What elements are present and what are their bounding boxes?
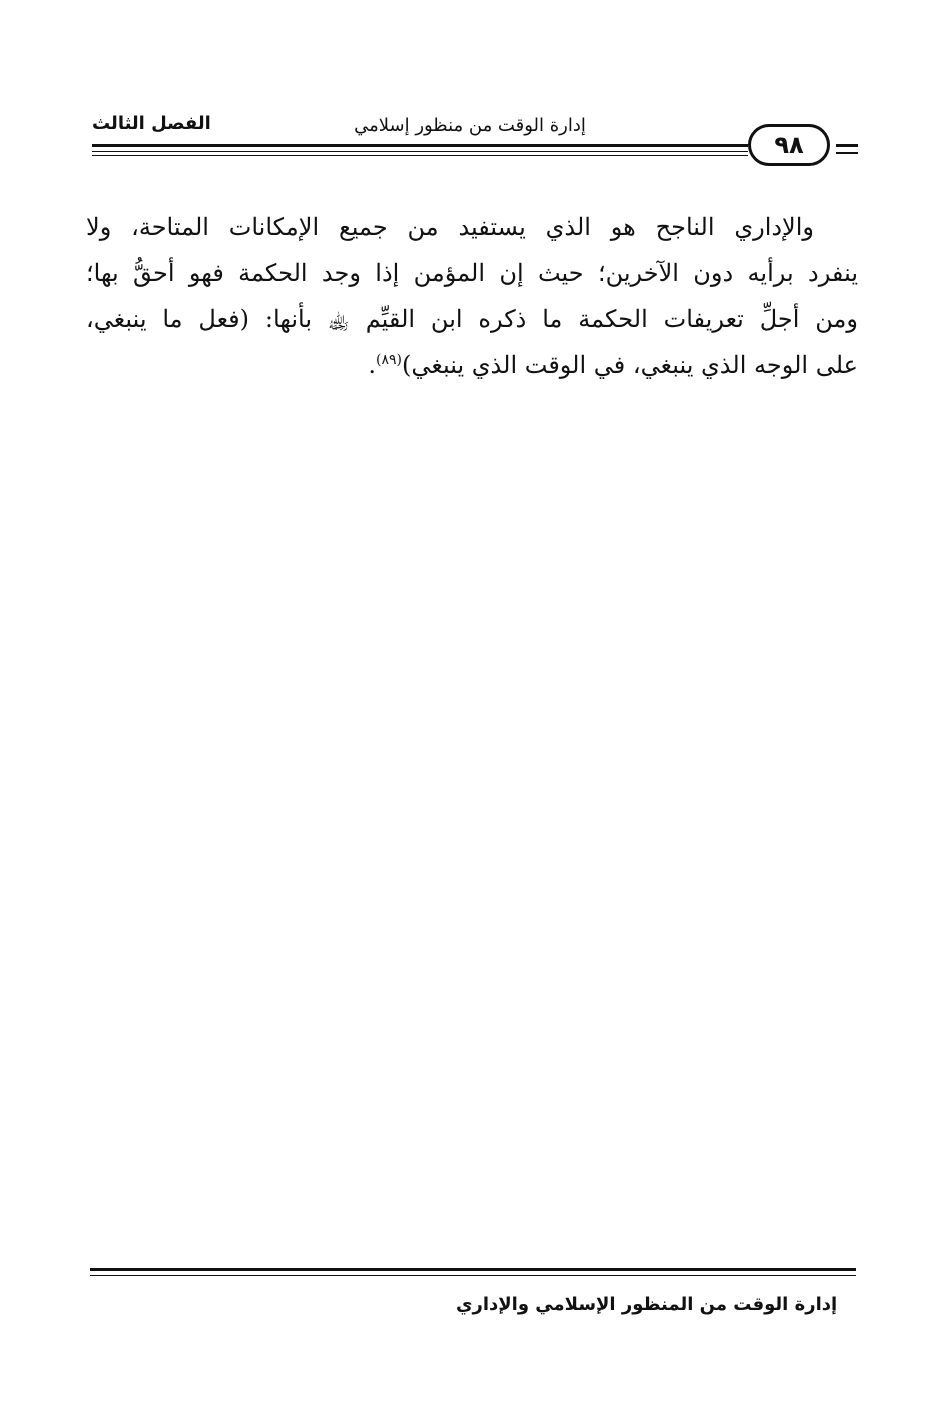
header-dash-2 [836,152,858,154]
page-number: ٩٨ [748,124,830,166]
body-line-4 [86,342,858,388]
body-line-1: والإداري الناجح هو الذي يستفيد من جميع الإمكانات المتاحة، ولا [86,213,815,241]
footer-book-title: إدارة الوقت من المنظور الإسلامي والإداري [456,1294,838,1315]
footer-rule-thin [90,1275,856,1276]
footnote-reference[interactable]: (٨٩) [376,352,403,368]
footer-rule-thick [90,1268,856,1271]
body-line-2: ينفرد برأيه دون الآخرين؛ حيث إن المؤمن إذا وجد الحكمة فهو أحقُّ بها؛ [86,259,858,287]
header-rule-thick [92,144,748,147]
body-line-4-text: على الوجه الذي ينبغي، في الوقت الذي ينبغي) [402,351,858,379]
header-rule-thin [92,151,748,152]
body-line-3: ومن أجلِّ تعريفات الحكمة ما ذكره ابن القيِّم ﵀ بأنها: (فعل ما ينبغي، [86,305,858,333]
chapter-title: الفصل الثالث [92,113,211,134]
header-rule-thin-2 [92,155,748,156]
closing-period: . [368,351,377,379]
body-paragraph [86,204,858,388]
running-header-title: إدارة الوقت من منظور إسلامي [354,115,586,136]
header-dash [836,144,858,147]
